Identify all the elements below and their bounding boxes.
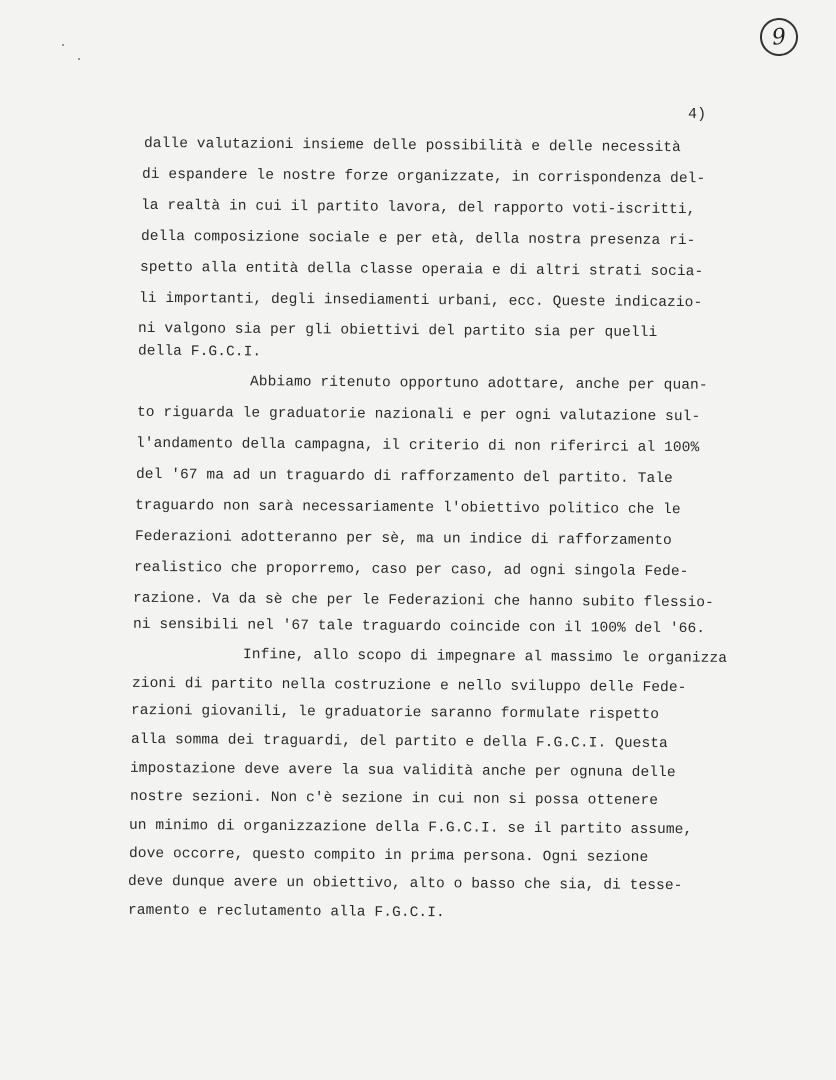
page-number: 4): [688, 106, 707, 123]
stamp-number: 9: [770, 23, 788, 51]
text-line: razione. Va da sè che per le Federazioni che hanno subito flessio-: [132, 590, 714, 612]
text-line: nostre sezioni. Non c'è sezione in cui non si possa ottenere: [129, 788, 659, 810]
text-line: della F.G.C.I.: [137, 343, 262, 361]
text-line: ni sensibili nel '67 tale traguardo coincide con il 100% del '66.: [132, 616, 706, 638]
text-line: impostazione deve avere la sua validità anche per ognuna delle: [129, 760, 676, 782]
text-line: spetto alla entità della classe operaia e di altri strati socia-: [139, 259, 704, 281]
text-line: ni valgono sia per gli obiettivi del partito sia per quelli: [137, 320, 658, 342]
text-line: zioni di partito nella costruzione e nello sviluppo delle Fede-: [131, 675, 687, 697]
text-line: la realtà in cui il partito lavora, del rapporto voti-iscritti,: [140, 197, 696, 219]
text-line: razioni giovanili, le graduatorie saranno formulate rispetto: [130, 702, 660, 724]
text-line: di espandere le nostre forze organizzate, in corrispondenza del-: [141, 166, 706, 188]
text-line: to riguarda le graduatorie nazionali e per ogni valutazione sul-: [136, 404, 701, 426]
text-line: un minimo di organizzazione della F.G.C.I. se il partito assume,: [128, 817, 693, 839]
text-line: Infine, allo scopo di impegnare al massimo le organizza: [242, 647, 728, 667]
text-line: ramento e reclutamento alla F.G.C.I.: [127, 902, 445, 922]
text-line: del '67 ma ad un traguardo di rafforzamento del partito. Tale: [135, 466, 673, 488]
text-line: alla somma dei traguardi, del partito e della F.G.C.I. Questa: [130, 731, 668, 753]
text-line: l'andamento della campagna, il criterio di non riferirci al 100%: [135, 435, 700, 457]
text-line: Abbiamo ritenuto opportuno adottare, anche per quan-: [249, 374, 708, 394]
text-line: realistico che proporremo, caso per caso, ad ogni singola Fede-: [133, 559, 689, 581]
text-line: della composizione sociale e per età, della nostra presenza ri-: [140, 228, 696, 250]
text-line: deve dunque avere un obiettivo, alto o basso che sia, di tesse-: [127, 873, 683, 895]
text-line: dalle valutazioni insieme delle possibilità e delle necessità: [143, 135, 681, 157]
text-line: dove occorre, questo compito in prima persona. Ogni sezione: [128, 845, 649, 867]
text-line: Federazioni adotteranno per sè, ma un indice di rafforzamento: [134, 528, 672, 550]
text-line: li importanti, degli insediamenti urbani, ecc. Queste indicazio-: [138, 290, 703, 312]
text-line: traguardo non sarà necessariamente l'obiettivo politico che le: [134, 497, 681, 519]
